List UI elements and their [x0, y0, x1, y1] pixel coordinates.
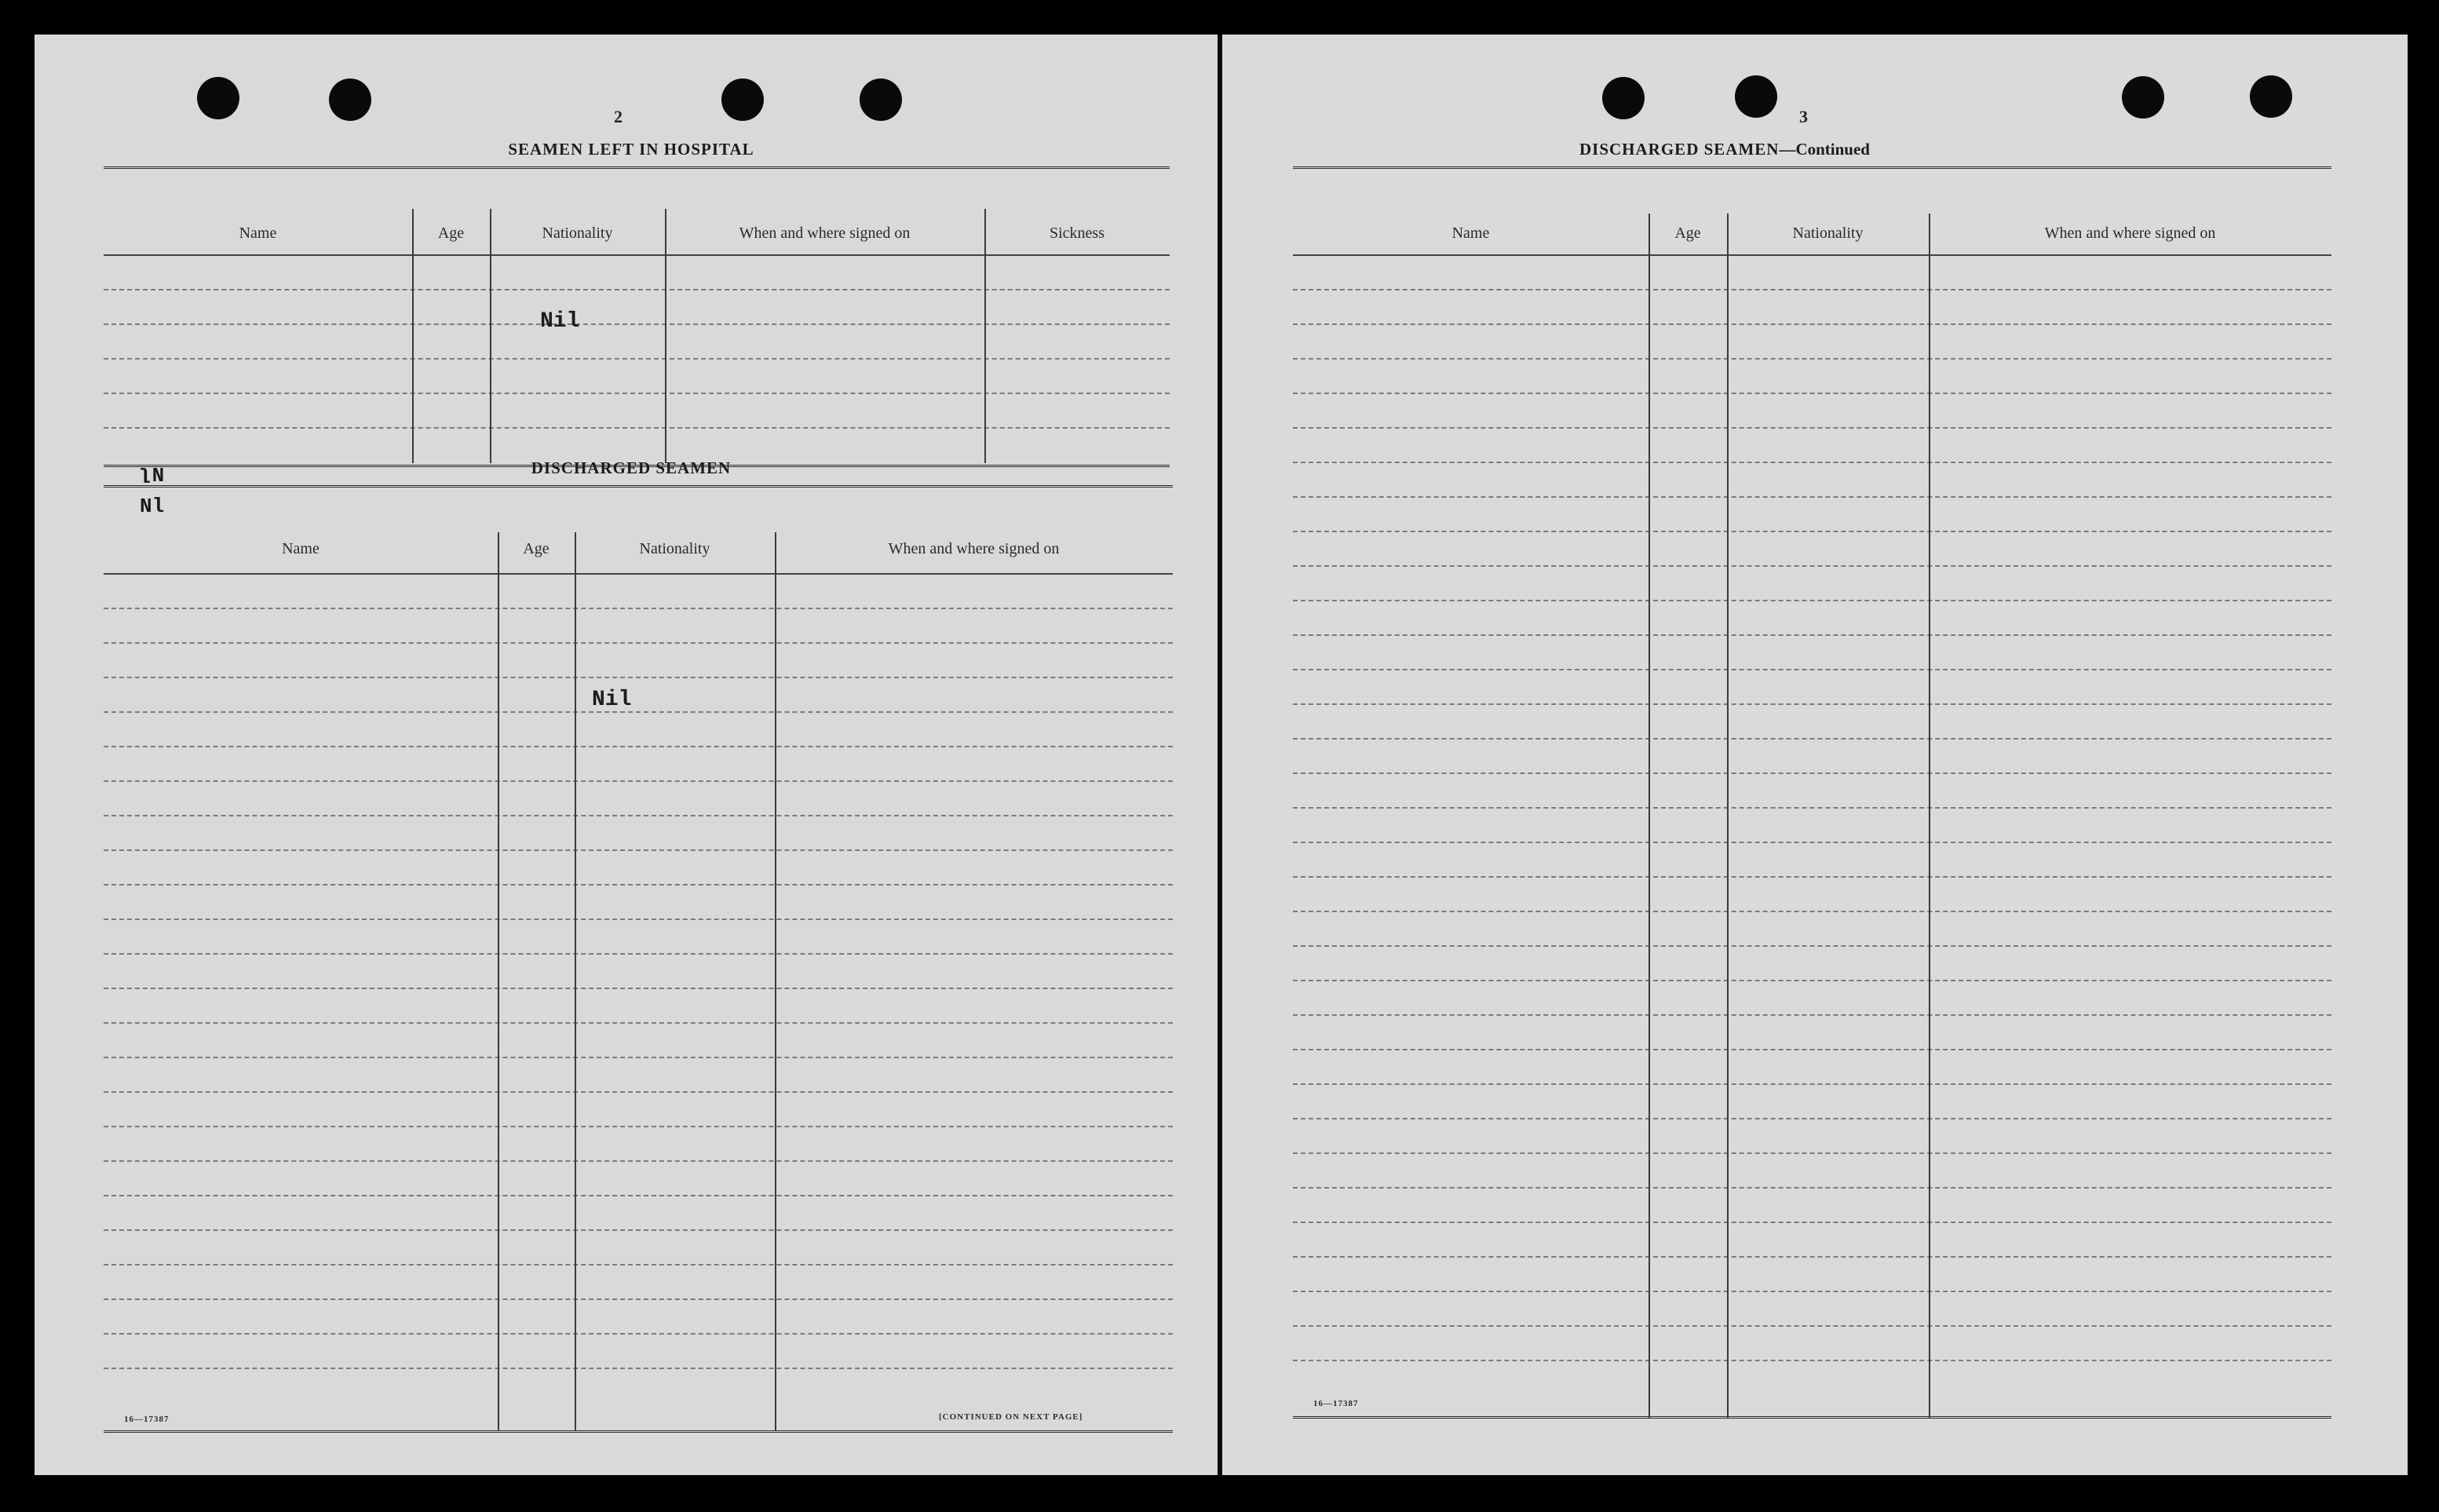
- continued-note: [CONTINUED ON NEXT PAGE]: [939, 1412, 1083, 1422]
- discharged-section-title: DISCHARGED SEAMEN: [531, 458, 732, 477]
- punch-hole-icon: [1735, 75, 1777, 118]
- discharged-table: [104, 485, 1173, 1438]
- punch-hole-icon: [2250, 75, 2292, 118]
- form-code: 16—17387: [1313, 1399, 1359, 1408]
- margin-mark: Nl: [140, 462, 165, 485]
- column-header-signed-on: When and where signed on: [2044, 225, 2216, 242]
- discharged-nil-entry: Nil: [592, 688, 632, 712]
- right-page: [1222, 35, 2408, 1475]
- column-header-signed-on: When and where signed on: [739, 225, 911, 242]
- column-header-nationality: Nationality: [1792, 225, 1864, 242]
- column-header-name: Name: [282, 540, 319, 557]
- discharged-continued-title: [1473, 140, 1976, 159]
- column-header-age: Age: [1674, 225, 1701, 242]
- left-page: [35, 35, 1220, 1475]
- column-header-signed-on: When and where signed on: [888, 540, 1060, 557]
- page-number: 2: [614, 107, 623, 126]
- punch-hole-icon: [2122, 76, 2164, 119]
- form-code: 16—17387: [124, 1415, 170, 1424]
- hospital-nil-entry: Nil: [540, 309, 580, 334]
- column-header-nationality: Nationality: [542, 225, 613, 242]
- punch-hole-icon: [1602, 77, 1645, 119]
- column-header-age: Age: [437, 225, 465, 242]
- punch-hole-icon: [197, 77, 239, 119]
- hospital-section-title: SEAMEN LEFT IN HOSPITAL: [508, 140, 754, 159]
- column-header-name: Name: [1451, 225, 1490, 242]
- column-header-name: Name: [239, 225, 277, 242]
- page-number: 3: [1799, 107, 1808, 126]
- column-header-nationality: Nationality: [639, 540, 710, 557]
- hospital-table: [104, 166, 1170, 471]
- column-header-age: Age: [523, 540, 550, 557]
- discharged-continued-title-text: DISCHARGED SEAMEN: [1579, 140, 1780, 159]
- punch-hole-icon: [721, 79, 764, 121]
- margin-mark: Nl: [140, 495, 165, 518]
- punch-hole-icon: [860, 79, 902, 121]
- discharged-continued-table: [1293, 166, 2331, 1426]
- column-header-sickness: Sickness: [1050, 225, 1104, 242]
- continued-suffix: —Continued: [1779, 140, 1870, 159]
- punch-hole-icon: [329, 79, 371, 121]
